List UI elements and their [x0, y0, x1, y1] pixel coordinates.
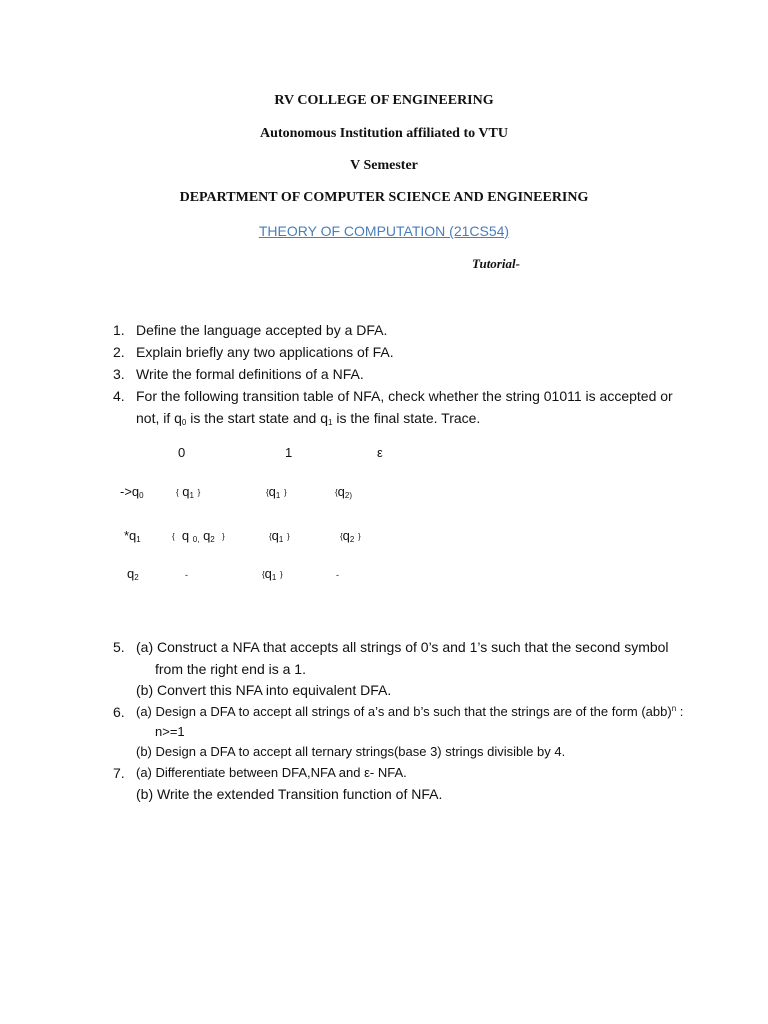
- question-5a-line-1: (a) Construct a NFA that accepts all strings of 0’s and 1’s such that the second symbol: [136, 639, 669, 655]
- question-number: 2.: [113, 344, 125, 360]
- question-number: 6.: [113, 704, 125, 720]
- column-header-1: 1: [285, 445, 293, 460]
- cell-q0-epsilon: {$q_{2)}$: [335, 484, 353, 500]
- question-number: 1.: [113, 322, 125, 338]
- question-number: 5.: [113, 639, 125, 655]
- semester-line: V Semester: [350, 158, 418, 173]
- question-7a: (a) Differentiate between DFA,NFA and ε- NFA.: [136, 765, 407, 780]
- question-4-line-1: For the following transition table of NFA, check whether the string 01011 is accepted or: [136, 388, 673, 404]
- state-q0: $->q_0$: [120, 484, 144, 500]
- question-3: Write the formal definitions of a NFA.: [136, 366, 364, 382]
- question-5a-line-2: from the right end is a 1.: [155, 661, 306, 677]
- column-header-epsilon: ε: [377, 445, 383, 460]
- department-line: DEPARTMENT OF COMPUTER SCIENCE AND ENGINEERING: [179, 190, 589, 205]
- tutorial-label: Tutorial-: [472, 256, 520, 271]
- state-q2: $q_2$: [127, 566, 139, 582]
- state-q1: $*q_1$: [124, 528, 141, 544]
- cell-q2-0: -: [185, 570, 188, 580]
- question-1: Define the language accepted by a DFA.: [136, 322, 388, 338]
- affiliation-line: Autonomous Institution affiliated to VTU: [260, 126, 508, 141]
- column-header-0: 0: [178, 445, 186, 460]
- question-2: Explain briefly any two applications of FA.: [136, 344, 394, 360]
- cell-q1-epsilon: {$q_2$ }: [340, 528, 361, 544]
- question-number: 4.: [113, 388, 125, 404]
- question-6a-line-1: (a) Design a DFA to accept all strings of a’s and b’s such that the strings are of the form (abb)$^n$ :: [136, 704, 684, 719]
- cell-q0-1: {$q_1$ }: [266, 484, 287, 500]
- question-4-line-2: not, if $q_0$ is the start state and $q_1$ is the final state. Trace.: [136, 410, 481, 427]
- question-number: 7.: [113, 765, 125, 781]
- cell-q2-epsilon: -: [336, 570, 339, 580]
- course-title-link[interactable]: THEORY OF COMPUTATION (21CS54): [258, 223, 510, 239]
- cell-q0-0: { $q_1$ }: [176, 484, 201, 500]
- question-5b: (b) Convert this NFA into equivalent DFA.: [136, 682, 392, 698]
- cell-q1-1: {$q_1$ }: [269, 528, 290, 544]
- question-number: 3.: [113, 366, 125, 382]
- question-6b: (b) Design a DFA to accept all ternary strings(base 3) strings divisible by 4.: [136, 744, 566, 759]
- cell-q2-1: {$q_1$ }: [262, 566, 283, 582]
- cell-q1-0: { q $_{0,}$ $q_2$ }: [172, 528, 225, 544]
- college-name: RV COLLEGE OF ENGINEERING: [274, 93, 494, 108]
- question-7b: (b) Write the extended Transition function of NFA.: [136, 786, 443, 802]
- question-6a-line-2: n>=1: [155, 724, 185, 739]
